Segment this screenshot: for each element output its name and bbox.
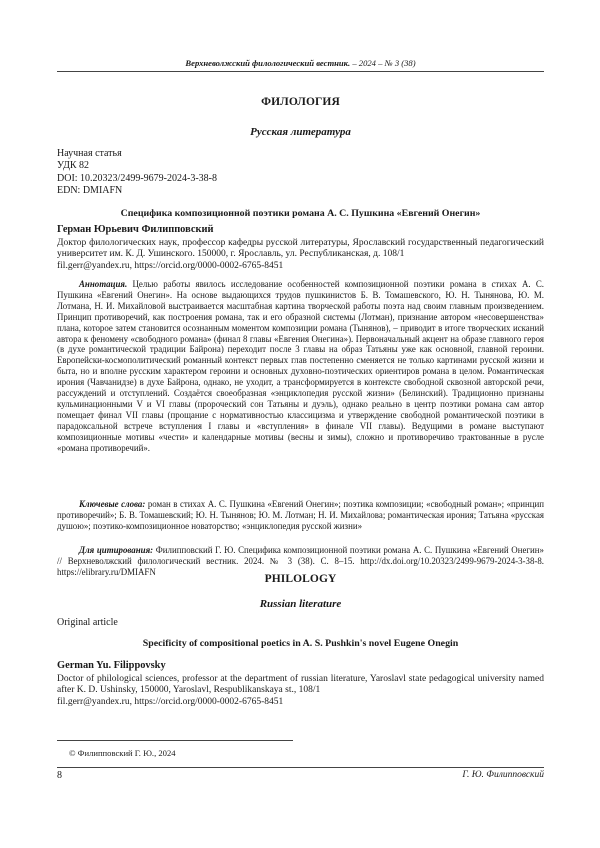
author-info-ru (57, 238, 544, 272)
journal-page (57, 0, 544, 848)
edn: EDN: DMIAFN (57, 184, 123, 196)
section-title-en: PHILOLOGY (264, 573, 337, 585)
page-number: 8 (57, 770, 62, 781)
article-meta-ru (57, 148, 544, 197)
citation-text[interactable]: Филипповский Г. Ю. Специфика композиционной поэтики романа А. С. Пушкина «Евгений Онегин» // Верхневолжский филологический вестник. 2024. № 3 (38). С. 8–15. http://dx.doi.org/10.20323/2499-9679-2024-3-38-8. https://elibrary.ru/DMIAFN (57, 545, 544, 577)
journal-name: Верхневолжский филологический вестник. (185, 58, 351, 68)
header-divider (57, 71, 544, 72)
author-affiliation-ru: Доктор филологических наук, профессор кафедры русской литературы, Ярославский государственный педагогический университет им. К. Д. Ушинского. 150000, г. Ярославль, ул. Республиканская, д. 108/1 (57, 238, 544, 260)
abstract-ru (57, 279, 544, 454)
article-title-ru: Специфика композиционной поэтики романа А. С. Пушкина «Евгений Онегин» (120, 208, 481, 219)
author-contacts-ru[interactable]: fil.gerr@yandex.ru, https://orcid.org/0000-0002-6765-8451 (57, 260, 284, 271)
author-affiliation-en: Doctor of philological sciences, professor at the department of russian literature, Yaroslavl state pedagogical university named after K. D. Ushinsky, 150000, Yaroslavl, Respublikanskaya st., 108/1 (57, 674, 544, 696)
article-title-en: Specificity of compositional poetics in A. S. Pushkin's novel Eugene Onegin (142, 638, 459, 649)
keywords-ru (57, 499, 544, 532)
udc-code: УДК 82 (57, 160, 90, 172)
subsection-title-ru: Русская литература (250, 126, 351, 138)
abstract-text: Целью работы явилось исследование особенностей композиционной поэтики романа в стихах А. С. Пушкина «Евгений Онегин». На основе выдающихся трудов пушкинистов Б. В. Томашевского, Ю. Н. Тынянова, Ю. М. Лотмана, Н. И. Михайловой выстраивается масштабная картина творческой работы поэта над своим главным произведением. Принцип противоречий, как построения романа, так и его образной системы (Лотман), признание автором «несовершенства» плана, которое затем становится осознанным моментом композиции романа (Тынянов), – приводит в итоге творческих исканий автора к феномену «свободного романа» (финал 8 главы «Евгения Онегина»). Первоначальный акцент на образе главного героя (в духе романтической традиции Байрона) переходит после 3 главы на образ Татьяны уже как основной, главной героини. Европейски-космополитический романный контекст первых глав постепенно сменяется не только картинами русской жизни и быта, но и вполне русским характером героини и основных духовно-поэтических ориентиров романа в целом. Романтическая ирония (Чавчанидзе) в духе Байрона, однако, не уходит, а трансформируется в контексте свободной сквозной авторской речи, рассуждений и отступлений. Создаётся своеобразная «энциклопедия русской жизни» (Белинский). Традиционно признаны кульминационными V и VI главы (пророческий сон Татьяны и дуэль), однако реально в центр поэтики романа сам автор помещает финал VII главы (прощание с нормативностью классицизма и утверждение свободной романтической поэтики в парадоксальной встрече вступления I главы и «вступления» в финале VII главы). Ведущими в романе выступают композиционные мотивы «чести» и календарные мотивы (весны и зимы), сложно и противоречиво трактованные в русле «романа противоречий». (57, 279, 544, 453)
author-contacts-en[interactable]: fil.gerr@yandex.ru, https://orcid.org/0000-0002-6765-8451 (57, 696, 284, 707)
keywords-label: Ключевые слова: (79, 499, 146, 509)
footnote-divider (57, 740, 293, 741)
subsection-title-en: Russian literature (259, 598, 342, 610)
author-name-en: German Yu. Filippovsky (57, 660, 166, 671)
running-header (57, 58, 544, 68)
journal-issue: – 2024 – № 3 (38) (350, 58, 416, 68)
section-title-ru: ФИЛОЛОГИЯ (261, 96, 340, 108)
footer-divider (57, 767, 544, 768)
article-type: Научная статья (57, 148, 122, 159)
abstract-label: Аннотация. (79, 279, 128, 289)
footer-author: Г. Ю. Филипповский (462, 770, 544, 780)
author-info-en (57, 674, 544, 708)
author-name-ru: Герман Юрьевич Филипповский (57, 224, 214, 235)
article-type-en: Original article (57, 617, 118, 628)
doi: DOI: 10.20323/2499-9679-2024-3-38-8 (57, 172, 217, 184)
citation-label: Для цитирования: (79, 545, 154, 555)
copyright-footnote: © Филипповский Г. Ю., 2024 (69, 748, 176, 758)
keywords-text: роман в стихах А. С. Пушкина «Евгений Онегин»; поэтика композиции; «свободный роман»; «принцип противоречий»; Б. В. Томашевский; Ю. Н. Тынянов; Ю. М. Лотман; Н. И. Михайлова; романтическая ирония; Татьяна «русская душою»; поэтико-композиционное новаторство; «энциклопедия русской жизни» (57, 499, 544, 531)
